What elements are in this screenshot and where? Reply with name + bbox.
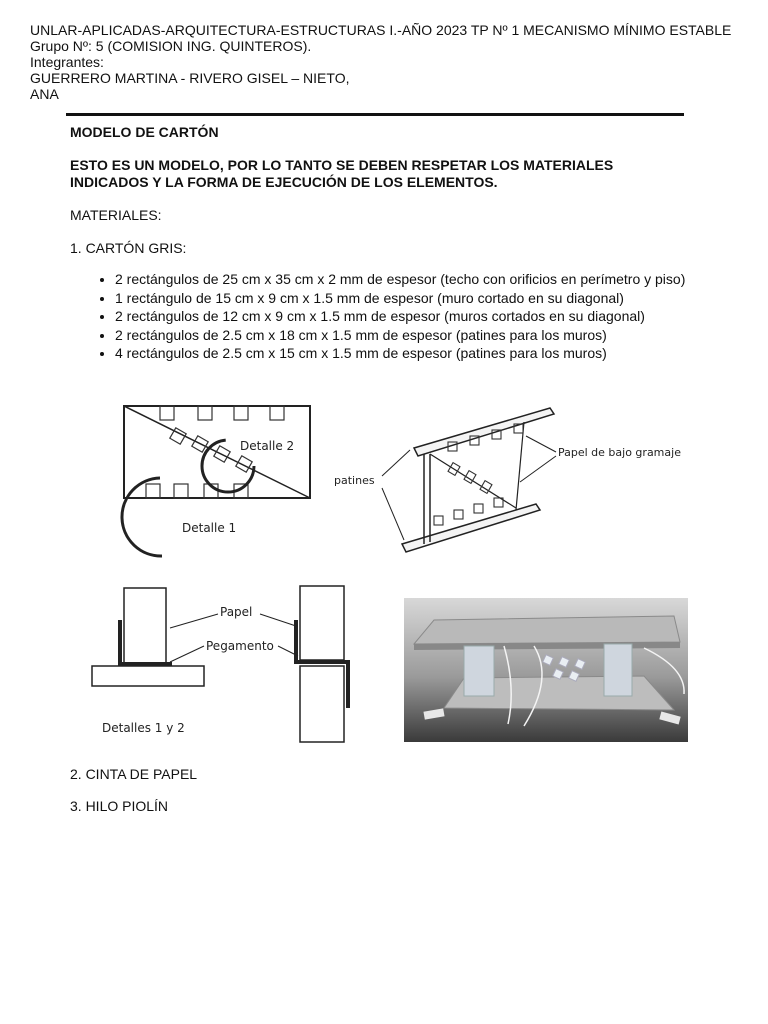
detail1-label: Detalle 1: [182, 521, 237, 535]
pegamento-label: Pegamento: [206, 639, 274, 653]
joint-details-figure: [86, 584, 366, 746]
paper-label: Papel de bajo gramaje: [558, 446, 681, 459]
details-label: Detalles 1 y 2: [102, 721, 185, 735]
isometric-frame-figure: [330, 400, 690, 565]
patines-label: patines: [334, 474, 375, 487]
list-item: • 2 rectángulos de 12 cm x 9 cm x 1.5 mm de espesor (muros cortados en su diagonal): [115, 308, 690, 325]
header-group-line: Grupo Nº: 5 (COMISION ING. QUINTEROS).: [30, 38, 312, 54]
list-item: • 4 rectángulos de 2.5 cm x 15 cm x 1.5 mm de espesor (patines para los muros): [115, 345, 690, 362]
paper-strip-2: [296, 620, 348, 708]
flange-section-1: [92, 666, 204, 686]
list-item: • 2 rectángulos de 2.5 cm x 18 cm x 1.5 mm de espesor (patines para los muros): [115, 327, 690, 344]
doc-notice: ESTO ES UN MODELO, POR LO TANTO SE DEBEN RESPETAR LOS MATERIALES INDICADOS Y LA FORMA DE EJECUCIÓN DE LOS ELEMENTOS.: [70, 157, 614, 190]
wall-elevation-figure: [110, 396, 320, 566]
materials-heading: MATERIALES:: [70, 207, 162, 223]
top-flange: [414, 408, 554, 456]
materials-list: [70, 271, 690, 362]
list-item: • 2 rectángulos de 25 cm x 35 cm x 2 mm de espesor (techo con orificios en perímetro y piso): [115, 271, 690, 288]
header-members-line: GUERRERO MARTINA - RIVERO GISEL – NIETO,: [30, 70, 350, 86]
doc-title: MODELO DE CARTÓN: [70, 124, 219, 140]
paper-strip-1: [120, 620, 172, 664]
header-members-label: Integrantes:: [30, 54, 104, 70]
header-members-line-2: ANA: [30, 86, 59, 102]
header-course-line: UNLAR-APLICADAS-ARQUITECTURA-ESTRUCTURAS I.-AÑO 2023 TP Nº 1 MECANISMO MÍNIMO ESTABLE: [30, 22, 732, 38]
wall-section-2b: [300, 666, 344, 742]
wall-section-1: [124, 588, 166, 664]
wall-section-2a: [300, 586, 344, 660]
model-photo: [404, 598, 688, 742]
item1-heading: 1. CARTÓN GRIS:: [70, 240, 187, 256]
item2-heading: 2. CINTA DE PAPEL: [70, 766, 198, 782]
detail2-label: Detalle 2: [240, 439, 295, 453]
bottom-flange: [402, 504, 540, 552]
papel-label: Papel: [220, 605, 253, 619]
list-item: • 1 rectángulo de 15 cm x 9 cm x 1.5 mm de espesor (muro cortado en su diagonal): [115, 290, 690, 307]
document-body-continued: [70, 766, 690, 815]
item3-heading: 3. HILO PIOLÍN: [70, 798, 169, 814]
header-divider: [66, 113, 684, 116]
document-body: [70, 124, 690, 364]
page-header: [30, 22, 731, 102]
detail1-circle: [122, 478, 162, 556]
